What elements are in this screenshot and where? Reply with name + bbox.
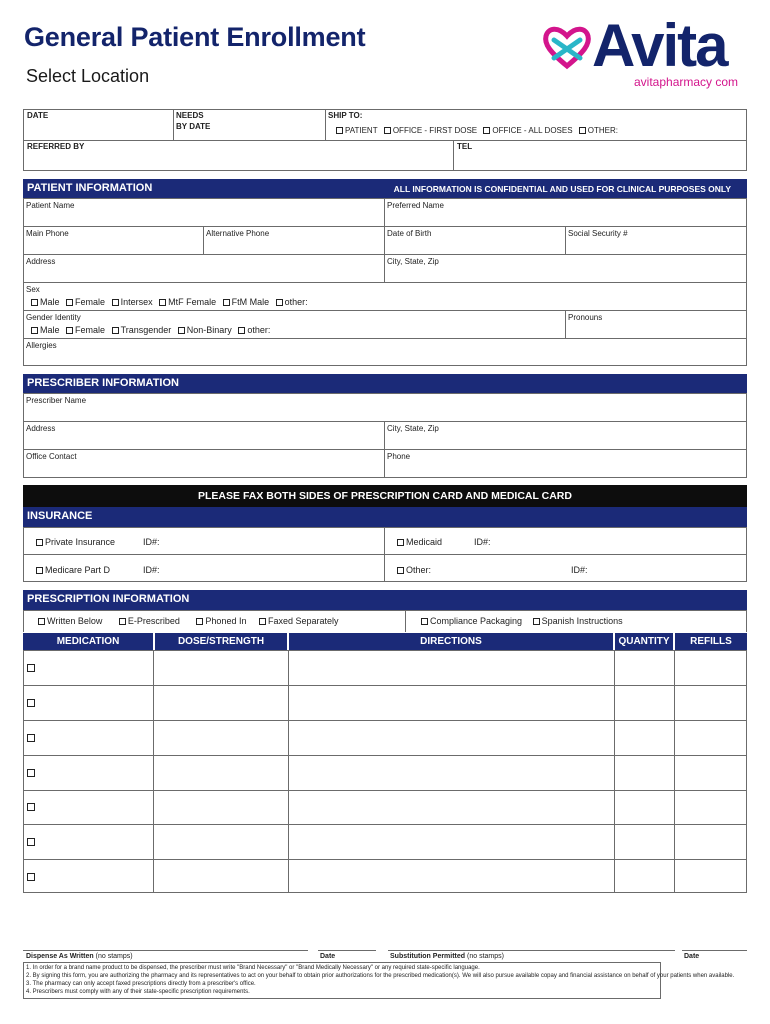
referred-by-label: REFERRED BY — [27, 142, 85, 151]
footer-note-4: 4. Prescribers must comply with any of their state-specific prescription requirements. — [26, 989, 250, 995]
prescriber-address-label: Address — [26, 424, 56, 433]
medicare-id-label: ID#: — [143, 565, 160, 575]
prescriber-name-label: Prescriber Name — [26, 396, 87, 405]
sex-female-checkbox[interactable] — [66, 299, 73, 306]
col-dose-strength: DOSE/STRENGTH — [155, 633, 287, 650]
sex-other-checkbox[interactable] — [276, 299, 283, 306]
daw-date-label: Date — [320, 953, 336, 960]
sex-intersex-checkbox[interactable] — [112, 299, 119, 306]
avita-logo-icon — [540, 22, 594, 72]
gender-male-checkbox[interactable] — [31, 327, 38, 334]
prescription-section-header — [23, 590, 747, 610]
medicare-option: Medicare Part D — [36, 565, 110, 575]
spanish-instructions-checkbox[interactable] — [533, 618, 540, 625]
sex-male-checkbox[interactable] — [31, 299, 38, 306]
ssn-label: Social Security # — [568, 229, 628, 238]
phoned-in-checkbox[interactable] — [196, 618, 203, 625]
main-phone-label: Main Phone — [26, 229, 69, 238]
prescription-options-right: Compliance Packaging Spanish Instructions — [421, 616, 627, 626]
medication-table — [23, 633, 747, 893]
medicaid-option: Medicaid — [397, 537, 442, 547]
medication-row-checkbox[interactable] — [27, 699, 35, 707]
col-quantity: QUANTITY — [615, 633, 673, 650]
ship-to-options: PATIENT OFFICE - FIRST DOSE OFFICE - ALL DOSES OTHER: — [336, 126, 622, 135]
other-insurance-option: Other: — [397, 565, 431, 575]
by-date-label: BY DATE — [176, 122, 211, 131]
gender-options: Male Female Transgender Non-Binary other: — [31, 325, 274, 335]
prescriber-section-header — [23, 374, 747, 393]
prescription-options-left: Written Below E-Prescribed Phoned In Faxed Separately — [38, 616, 343, 626]
prescriber-phone-label: Phone — [387, 452, 411, 461]
sex-options: Male Female Intersex MtF Female FtM Male other: — [31, 297, 312, 307]
insurance-section-header — [23, 507, 747, 527]
prescriber-city-label: City, State, Zip — [387, 424, 439, 433]
footer-note-1: 1. In order for a brand name product to be dispensed, the prescriber must write "Brand Necessary" or "Brand Medically Necessary" or any required state-specific language. — [26, 965, 480, 971]
ship-office-first-checkbox[interactable] — [384, 127, 391, 134]
fax-notice-banner: PLEASE FAX BOTH SIDES OF PRESCRIPTION CARD AND MEDICAL CARD — [23, 485, 747, 507]
sex-label: Sex — [26, 285, 40, 294]
written-below-checkbox[interactable] — [38, 618, 45, 625]
medication-row-checkbox[interactable] — [27, 769, 35, 777]
substitution-label: Substitution Permitted (no stamps) — [390, 953, 504, 960]
brand-name: Avita — [592, 12, 727, 79]
sex-mtf-checkbox[interactable] — [159, 299, 166, 306]
other-id-label: ID#: — [571, 565, 588, 575]
patient-section-header — [23, 179, 747, 198]
compliance-packaging-checkbox[interactable] — [421, 618, 428, 625]
pronouns-label: Pronouns — [568, 313, 603, 322]
medicaid-id-label: ID#: — [474, 537, 491, 547]
faxed-separately-checkbox[interactable] — [259, 618, 266, 625]
allergies-label: Allergies — [26, 341, 57, 350]
other-insurance-checkbox[interactable] — [397, 567, 404, 574]
footer-note-2: 2. By signing this form, you are authorizing the pharmacy and its representatives to act on your behalf to obtain prior authorizations for the prescribed medication(s). We will also pursue available copay and financial assistance on behalf of your patients when available. — [26, 973, 735, 979]
medication-row-checkbox[interactable] — [27, 734, 35, 742]
col-medication: MEDICATION — [23, 633, 153, 650]
preferred-name-label: Preferred Name — [387, 201, 444, 210]
patient-name-label: Patient Name — [26, 201, 75, 210]
date-label: DATE — [27, 111, 49, 120]
prescriber-info-box — [23, 393, 747, 478]
col-refills: REFILLS — [675, 633, 747, 650]
confidential-notice: ALL INFORMATION IS CONFIDENTIAL AND USED FOR CLINICAL PURPOSES ONLY — [393, 184, 731, 194]
medication-row-checkbox[interactable] — [27, 664, 35, 672]
page-title: General Patient Enrollment — [24, 22, 366, 52]
gender-nonbinary-checkbox[interactable] — [178, 327, 185, 334]
ship-patient-checkbox[interactable] — [336, 127, 343, 134]
daw-label: Dispense As Written (no stamps) — [26, 953, 133, 960]
gender-other-checkbox[interactable] — [238, 327, 245, 334]
brand-url: avitapharmacy com — [634, 75, 739, 89]
ship-office-all-checkbox[interactable] — [483, 127, 490, 134]
substitution-date-label: Date — [684, 953, 700, 960]
gender-transgender-checkbox[interactable] — [112, 327, 119, 334]
private-insurance-checkbox[interactable] — [36, 539, 43, 546]
tel-label: TEL — [457, 142, 473, 151]
alt-phone-label: Alternative Phone — [206, 229, 270, 238]
private-id-label: ID#: — [143, 537, 160, 547]
insurance-section-title: INSURANCE — [27, 510, 93, 522]
patient-section-title: PATIENT INFORMATION — [27, 182, 153, 194]
medicaid-checkbox[interactable] — [397, 539, 404, 546]
medication-row-checkbox[interactable] — [27, 838, 35, 846]
private-insurance-option: Private Insurance — [36, 537, 115, 547]
dob-label: Date of Birth — [387, 229, 432, 238]
city-state-zip-label: City, State, Zip — [387, 257, 439, 266]
medication-row-checkbox[interactable] — [27, 803, 35, 811]
prescriber-section-title: PRESCRIBER INFORMATION — [27, 377, 179, 389]
office-contact-label: Office Contact — [26, 452, 77, 461]
medication-row-checkbox[interactable] — [27, 873, 35, 881]
needs-label: NEEDS — [176, 111, 204, 120]
ship-to-label: SHIP TO: — [328, 111, 363, 120]
prescription-section-title: PRESCRIPTION INFORMATION — [27, 593, 190, 605]
gender-identity-label: Gender Identity — [26, 313, 81, 322]
col-directions: DIRECTIONS — [289, 633, 613, 650]
location-selector[interactable]: Select Location — [26, 66, 150, 86]
sex-ftm-checkbox[interactable] — [223, 299, 230, 306]
ship-other-checkbox[interactable] — [579, 127, 586, 134]
footer-note-3: 3. The pharmacy can only accept faxed prescriptions directly from a prescriber's office. — [26, 981, 256, 987]
medicare-checkbox[interactable] — [36, 567, 43, 574]
gender-female-checkbox[interactable] — [66, 327, 73, 334]
e-prescribed-checkbox[interactable] — [119, 618, 126, 625]
address-label: Address — [26, 257, 56, 266]
